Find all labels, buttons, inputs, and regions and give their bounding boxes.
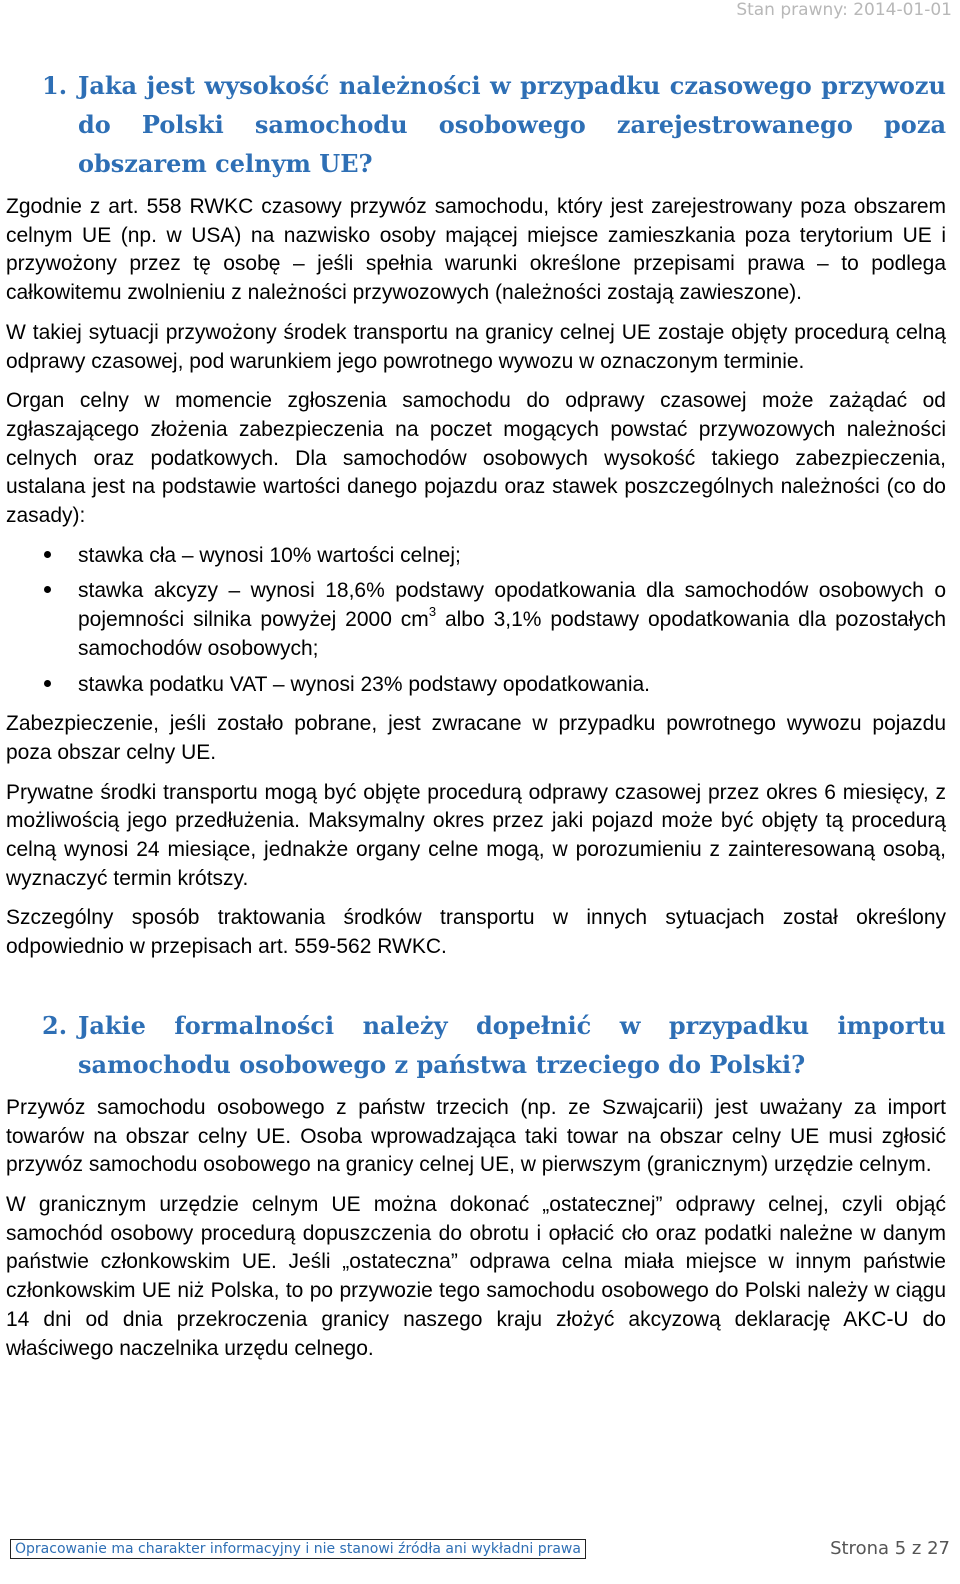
page-number: Strona 5 z 27 (830, 1538, 950, 1559)
question-1-heading (6, 66, 946, 183)
paragraph: Szczególny sposób traktowania środków transportu w innych sytuacjach został określony odpowiednio w przepisach art. 559-562 RWKC. (6, 906, 946, 959)
paragraph: Organ celny w momencie zgłoszenia samochodu do odprawy czasowej może zażądać od zgłaszającego złożenia zabezpieczenia na poczet mogących powstać przywozowych należności celnych oraz podatkowych. Dla samochodów osobowych wysokość takiego zabezpieczenia, ustalana jest na podstawie wartości danego pojazdu oraz stawek poszczególnych należności (co do zasady): (6, 389, 946, 528)
list-item-text: stawka podatku VAT – wynosi 23% podstawy opodatkowania. (78, 672, 651, 696)
footer-disclaimer: Opracowanie ma charakter informacyjny i nie stanowi źródła ani wykładni prawa (10, 1539, 586, 1559)
question-1-number: 1. (42, 71, 68, 100)
paragraph: W takiej sytuacji przywożony środek transportu na granicy celnej UE zostaje objęty procedurą celną odprawy czasowej, pod warunkiem jego powrotnego wywozu w oznaczonym terminie. (6, 320, 946, 373)
list-item-text: stawka cła – wynosi 10% wartości celnej; (78, 543, 461, 567)
bullet-icon (6, 577, 78, 663)
question-1-title: Jaka jest wysokość należności w przypadku czasowego przywozu do Polski samochodu osobowego zarejestrowanego poza obszarem celnym UE? (78, 71, 946, 178)
list-item-text (78, 577, 946, 663)
legal-status-date: Stan prawny: 2014-01-01 (736, 0, 952, 20)
list-item (6, 671, 946, 700)
question-2-heading (6, 1006, 946, 1084)
bullet-icon (6, 542, 78, 571)
bullet-icon (6, 671, 78, 700)
paragraph: Zabezpieczenie, jeśli zostało pobrane, jest zwracane w przypadku powrotnego wywozu pojazdu poza obszar celny UE. (6, 712, 946, 764)
paragraph: Zgodnie z art. 558 RWKC czasowy przywóz samochodu, który jest zarejestrowany poza obszarem celnym UE (np. w USA) na nazwisko osoby mającej miejsce zamieszkania poza terytorium UE i przywożony przez tę osobę – jeśli spełnia warunki określone przepisami prawa – to podlega całkowitemu zwolnieniu z należności przywozowych (należności zostają zawieszone). (6, 195, 946, 305)
paragraph: Prywatne środki transportu mogą być objęte procedurą odprawy czasowej przez okres 6 miesięcy, z możliwością jego przedłużenia. Maksymalny okres przez jaki pojazd może być objęty tą procedurą celną wynosi 24 miesiące, jednakże organy celne mogą, w porozumieniu z zainteresowaną osobą, wyznaczyć termin krótszy. (6, 780, 946, 890)
superscript: 3 (428, 604, 437, 620)
list-item (6, 542, 946, 571)
paragraph: W granicznym urzędzie celnym UE można dokonać „ostatecznej” odprawy celnej, czyli objąć samochód osobowy procedurą dopuszczenia do obrotu i opłacić cło oraz podatki należne w danym państwie członkowskim UE. Jeśli „ostateczna” odprawa celna miała miejsce w innym państwie członkowskim UE niż Polska, to po przywozie tego samochodu osobowego do Polski należy w ciągu 14 dni od dnia przekroczenia granicy naszego kraju złożyć akcyzową deklarację AKC-U do właściwego naczelnika urzędu celnego. (6, 1192, 946, 1360)
list-item-text-part: albo 3,1% podstawy opodatkowania dla pozostałych samochodów osobowych; (78, 608, 946, 660)
paragraph: Przywóz samochodu osobowego z państw trzecich (np. ze Szwajcarii) jest uważany za import towarów na obszar celny UE. Osoba wprowadzająca taki towar na obszar celny UE musi zgłosić przywóz samochodu osobowego na granicy celnej UE, w pierwszym (granicznym) urzędzie celnym. (6, 1095, 946, 1177)
list-item-text-part: stawka akcyzy – wynosi 18,6% podstawy opodatkowania dla samochodów osobowych o pojemności silnika powyżej 2000 cm (78, 579, 946, 632)
question-2-title: Jakie formalności należy dopełnić w przypadku importu samochodu osobowego z państwa trzeciego do Polski? (78, 1010, 946, 1079)
rates-list (6, 542, 946, 700)
page-footer (10, 1538, 950, 1559)
question-2-number: 2. (42, 1010, 68, 1040)
document-body (6, 66, 946, 1374)
list-item (6, 577, 946, 663)
